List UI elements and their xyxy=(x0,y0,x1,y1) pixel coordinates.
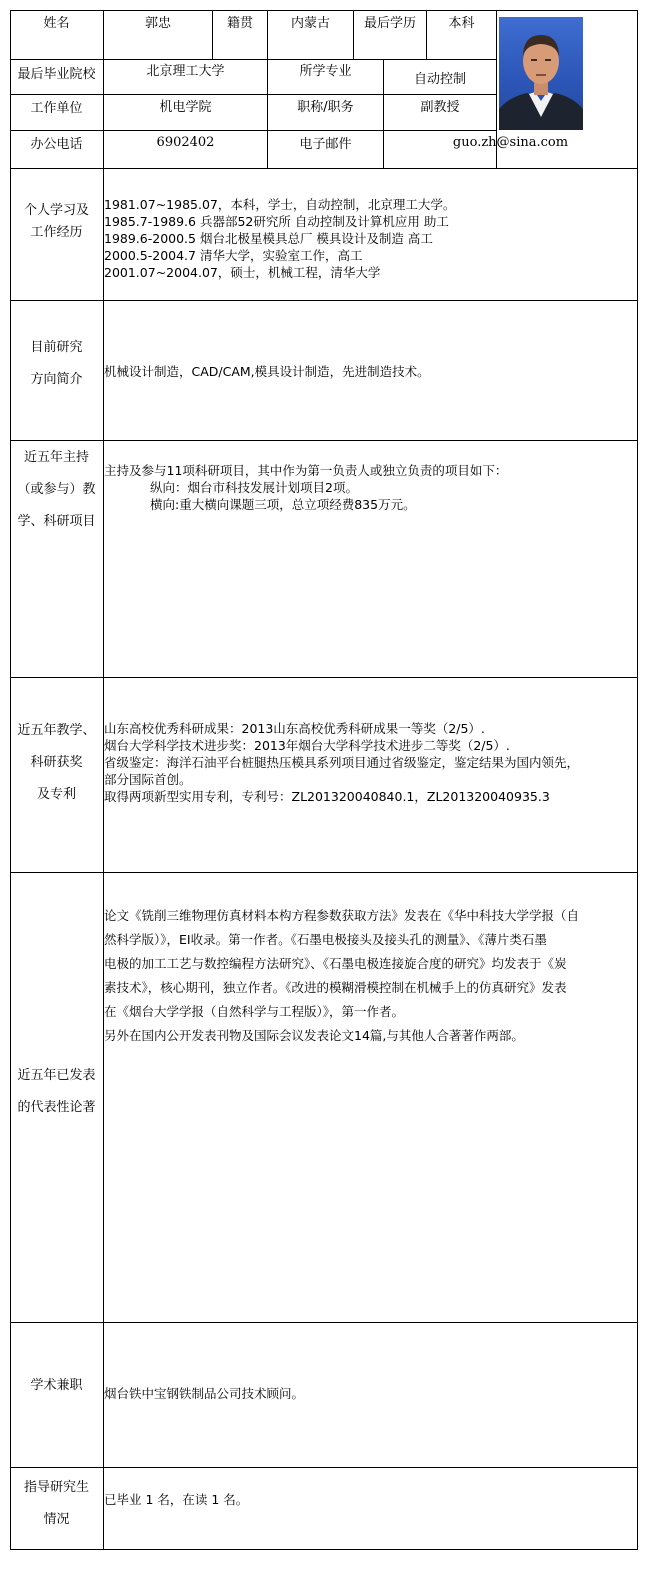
school-value: 北京理工大学 xyxy=(146,64,225,79)
projects-content xyxy=(104,462,634,513)
papers-line: 在《烟台大学学报（自然科学与工程版）》，第一作者。 xyxy=(104,1004,405,1019)
students-content xyxy=(104,1491,634,1508)
papers-label xyxy=(10,1060,103,1124)
students-text: 已毕业 1 名，在读 1 名。 xyxy=(104,1492,249,1507)
research-label-line1: 目前研究 xyxy=(30,340,83,355)
academic-content xyxy=(104,1385,634,1402)
papers-line: 然科学版）》，EI收录。第一作者。《石墨电极接头及接头孔的测量》、《薄片类石墨 xyxy=(104,932,547,947)
native-value: 内蒙古 xyxy=(290,16,330,31)
rule-row2 xyxy=(10,94,496,95)
rule-awards-bottom xyxy=(10,872,638,873)
projects-label-line2: （或参与）教 xyxy=(17,482,96,497)
academic-label: 学术兼职 xyxy=(30,1378,83,1393)
rule-header-bottom xyxy=(10,168,638,169)
awards-line: 烟台大学科学技术进步奖：2013年烟台大学科学技术进步二等奖（2/5）. xyxy=(104,738,510,753)
research-content xyxy=(104,363,634,380)
papers-line: 电极的加工工艺与数控编程方法研究》、《石墨电极连接旋合度的研究》均发表于《炭 xyxy=(104,956,567,971)
awards-line: 部分国际首创。 xyxy=(104,772,192,787)
title-label: 职称/职务 xyxy=(297,100,354,115)
students-label-line1: 指导研究生 xyxy=(23,1480,89,1495)
awards-label-line3: 及专利 xyxy=(36,787,76,802)
experience-line: 1989.6-2000.5 烟台北极星模具总厂 模具设计及制造 高工 xyxy=(104,231,433,246)
portrait-photo xyxy=(499,17,583,130)
projects-line: 主持及参与11项科研项目，其中作为第一负责人或独立负责的项目如下： xyxy=(104,463,508,478)
papers-content xyxy=(104,904,634,1048)
degree-label: 最后学历 xyxy=(363,16,416,31)
rule-row3 xyxy=(10,130,496,131)
research-label xyxy=(10,332,103,396)
experience-line: 2001.07~2004.07，硕士，机械工程，清华大学 xyxy=(104,265,381,280)
unit-label: 工作单位 xyxy=(30,101,83,116)
papers-label-line1: 近五年已发表 xyxy=(17,1068,96,1083)
school-label: 最后毕业院校 xyxy=(17,67,96,82)
name-label: 姓名 xyxy=(43,16,70,31)
research-label-line2: 方向简介 xyxy=(30,372,83,387)
rule-academic-bottom xyxy=(10,1467,638,1468)
rule-papers-bottom xyxy=(10,1322,638,1323)
projects-line: 纵向：烟台市科技发展计划项目2项。 xyxy=(150,480,358,495)
rule-research-bottom xyxy=(10,440,638,441)
unit-value: 机电学院 xyxy=(159,100,212,115)
degree-value: 本科 xyxy=(448,16,475,31)
major-value: 自动控制 xyxy=(413,72,466,87)
major-label: 所学专业 xyxy=(299,64,352,79)
awards-line: 取得两项新型实用专利，专利号：ZL201320040840.1，ZL201320040935.3 xyxy=(104,789,550,804)
name-value: 郭忠 xyxy=(144,16,171,31)
experience-label xyxy=(10,200,103,244)
experience-line: 2000.5-2004.7 清华大学，实验室工作，高工 xyxy=(104,248,363,263)
papers-line: 素技术》，核心期刊，独立作者。《改进的模糊滑模控制在机械手上的仿真研究》发表 xyxy=(104,980,567,995)
experience-line: 1985.7-1989.6 兵器部52研究所 自动控制及计算机应用 助工 xyxy=(104,214,449,229)
portrait-icon xyxy=(499,17,583,130)
awards-label xyxy=(10,715,103,811)
academic-text: 烟台铁中宝钢铁制品公司技术顾问。 xyxy=(104,1386,305,1401)
rule-row1 xyxy=(10,59,496,60)
awards-line: 山东高校优秀科研成果：2013山东高校优秀科研成果一等奖（2/5）. xyxy=(104,721,485,736)
experience-label-line1: 个人学习及 xyxy=(23,203,89,218)
rule-projects-bottom xyxy=(10,677,638,678)
papers-label-line2: 的代表性论著 xyxy=(17,1100,96,1115)
title-value: 副教授 xyxy=(420,100,460,115)
projects-label-line1: 近五年主持 xyxy=(23,450,89,465)
rule-right xyxy=(637,10,638,1550)
resume-table xyxy=(10,10,638,1550)
papers-line: 另外在国内公开发表刊物及国际会议发表论文14篇,与其他人合著著作两部。 xyxy=(104,1028,524,1043)
students-label xyxy=(10,1472,103,1536)
rule-bottom xyxy=(10,1549,638,1550)
experience-line: 1981.07~1985.07，本科，学士，自动控制，北京理工大学。 xyxy=(104,197,456,212)
email-value: guo.zh@sina.com xyxy=(452,135,569,150)
experience-label-line2: 工作经历 xyxy=(30,225,83,240)
awards-label-line1: 近五年教学、 xyxy=(17,723,96,738)
papers-line: 论文《铣削三维物理仿真材料本构方程参数获取方法》发表在《华中科技大学学报（自 xyxy=(104,908,580,923)
projects-label xyxy=(10,442,103,538)
students-label-line2: 情况 xyxy=(43,1512,70,1527)
awards-label-line2: 科研获奖 xyxy=(30,755,83,770)
awards-content xyxy=(104,720,634,805)
phone-label: 办公电话 xyxy=(30,137,83,152)
research-text: 机械设计制造，CAD/CAM,模具设计制造，先进制造技术。 xyxy=(104,364,430,379)
projects-line: 横向:重大横向课题三项，总立项经费835万元。 xyxy=(150,497,416,512)
rule-top xyxy=(10,10,638,11)
native-label: 籍贯 xyxy=(226,16,253,31)
projects-label-line3: 学、科研项目 xyxy=(17,514,96,529)
phone-value: 6902402 xyxy=(156,135,215,150)
email-label: 电子邮件 xyxy=(299,137,352,152)
experience-content xyxy=(104,196,634,281)
rule-experience-bottom xyxy=(10,300,638,301)
awards-line: 省级鉴定：海洋石油平台桩腿热压模具系列项目通过省级鉴定，鉴定结果为国内领先， xyxy=(104,755,580,770)
